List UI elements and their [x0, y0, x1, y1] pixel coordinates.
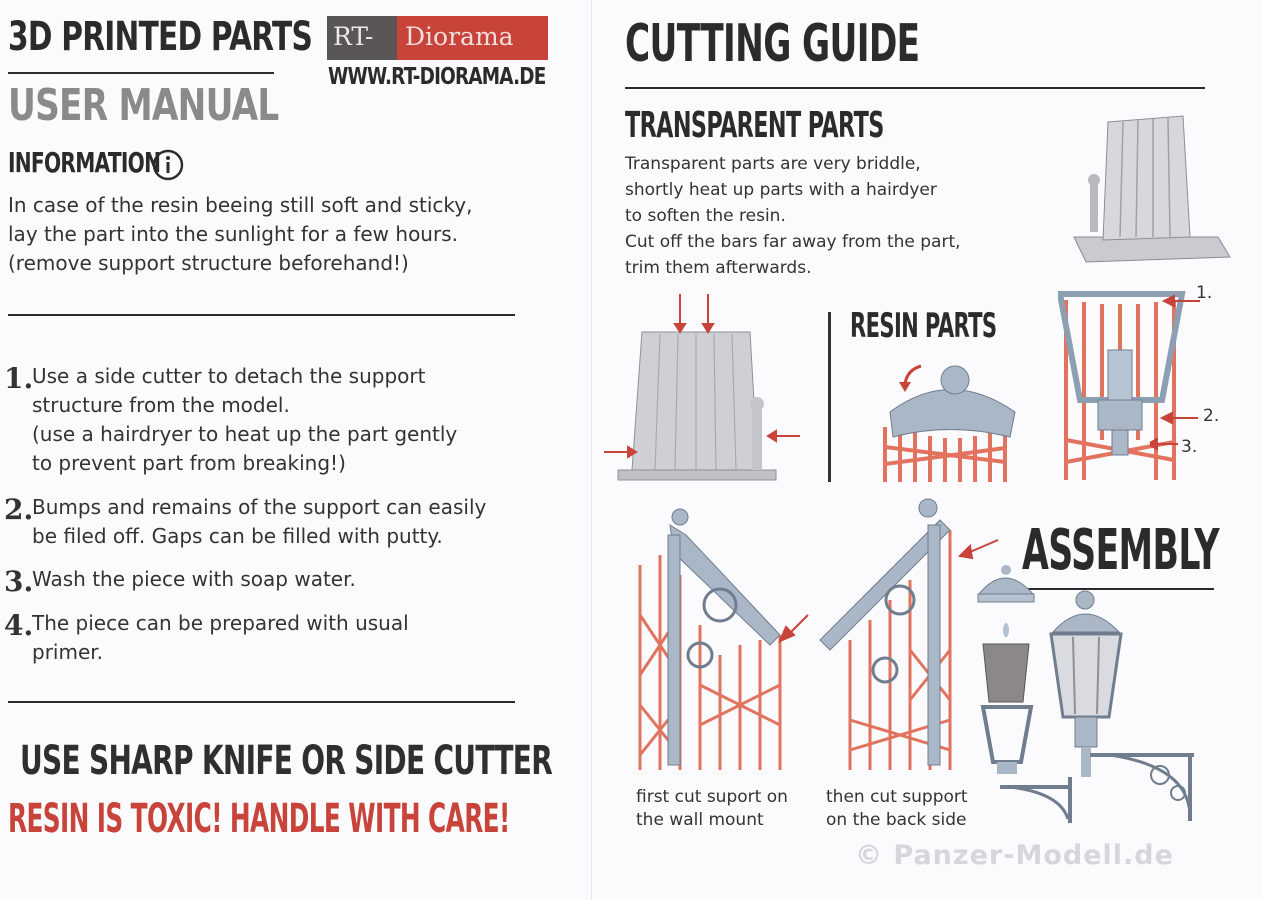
cutting-guide-title: CUTTING GUIDE	[625, 14, 920, 74]
step-2-line-2: be filed off. Gaps can be filled with putty.	[32, 524, 443, 548]
step-4-line-1: The piece can be prepared with usual	[32, 611, 409, 635]
bracket-cut-diagram-1	[630, 505, 810, 780]
diagram-separator	[828, 312, 831, 482]
info-line-1: In case of the resin beeing still soft and sticky,	[8, 193, 473, 217]
warning-resin-toxic: RESIN IS TOXIC! HANDLE WITH CARE!	[8, 796, 510, 842]
info-line-2: lay the part into the sunlight for a few hours.	[8, 222, 458, 246]
transparent-line-3: to soften the resin.	[625, 206, 786, 226]
brand-logo-part2: Diorama	[405, 22, 514, 51]
section-divider-2	[8, 701, 515, 703]
step-1-line-1: Use a side cutter to detach the support	[32, 364, 426, 388]
transparent-part-image	[1068, 112, 1233, 267]
title-3d-printed-parts: 3D PRINTED PARTS	[8, 14, 313, 60]
page-fold	[591, 0, 592, 900]
brand-logo	[327, 16, 548, 60]
cutting-guide-underline	[625, 87, 1205, 89]
title-underline	[8, 72, 274, 74]
step-4-number: 4.	[4, 609, 34, 642]
caption-first-cut-line-2: the wall mount	[636, 810, 764, 830]
caption-first-cut	[636, 786, 788, 832]
lamp-label-1: 1.	[1196, 283, 1213, 303]
transparent-parts-text	[625, 151, 1055, 281]
step-1-line-2: structure from the model.	[32, 393, 290, 417]
transparent-line-2: shortly heat up parts with a hairdyer	[625, 180, 937, 200]
step-1-number: 1.	[4, 362, 34, 395]
step-3-number: 3.	[4, 565, 34, 598]
caption-then-cut	[826, 786, 968, 832]
brand-url: WWW.RT-DIORAMA.DE	[328, 64, 546, 90]
bracket-cut-diagram-2	[810, 490, 1000, 780]
transparent-parts-heading: TRANSPARENT PARTS	[625, 105, 884, 146]
step-1-line-4: to prevent part from breaking!)	[32, 451, 346, 475]
caption-then-cut-line-2: on the back side	[826, 810, 967, 830]
info-line-3: (remove support structure beforehand!)	[8, 251, 409, 275]
info-text	[8, 191, 568, 278]
step-1-line-3: (use a hairdryer to heat up the part gently	[32, 422, 458, 446]
section-divider-1	[8, 314, 515, 316]
step-3-line-1: Wash the piece with soap water.	[32, 567, 356, 591]
step-2-line-1: Bumps and remains of the support can easily	[32, 495, 487, 519]
caption-first-cut-line-1: first cut suport on	[636, 787, 788, 807]
transparent-cut-diagram	[600, 290, 810, 485]
watermark: © Panzer-Modell.de	[855, 840, 1174, 871]
warning-sharp-knife: USE SHARP KNIFE OR SIDE CUTTER	[20, 738, 553, 784]
assembly-diagram	[975, 562, 1200, 827]
transparent-line-4: Cut off the bars far away from the part,	[625, 232, 961, 252]
info-icon	[151, 148, 185, 182]
step-2-number: 2.	[4, 493, 34, 526]
assembly-heading: ASSEMBLY	[1022, 518, 1219, 583]
title-user-manual: USER MANUAL	[8, 80, 279, 131]
transparent-line-5: trim them afterwards.	[625, 258, 812, 278]
lamp-label-2: 2.	[1203, 406, 1220, 426]
transparent-line-1: Transparent parts are very briddle,	[625, 154, 921, 174]
caption-then-cut-line-1: then cut support	[826, 787, 968, 807]
resin-parts-image	[875, 352, 1025, 484]
information-heading: INFORMATION	[8, 146, 161, 179]
step-4-line-2: primer.	[32, 640, 104, 664]
lamp-arrows	[1150, 285, 1205, 455]
lamp-label-3: 3.	[1181, 437, 1198, 457]
brand-logo-part1: RT-	[333, 22, 374, 51]
resin-parts-heading: RESIN PARTS	[850, 306, 997, 346]
